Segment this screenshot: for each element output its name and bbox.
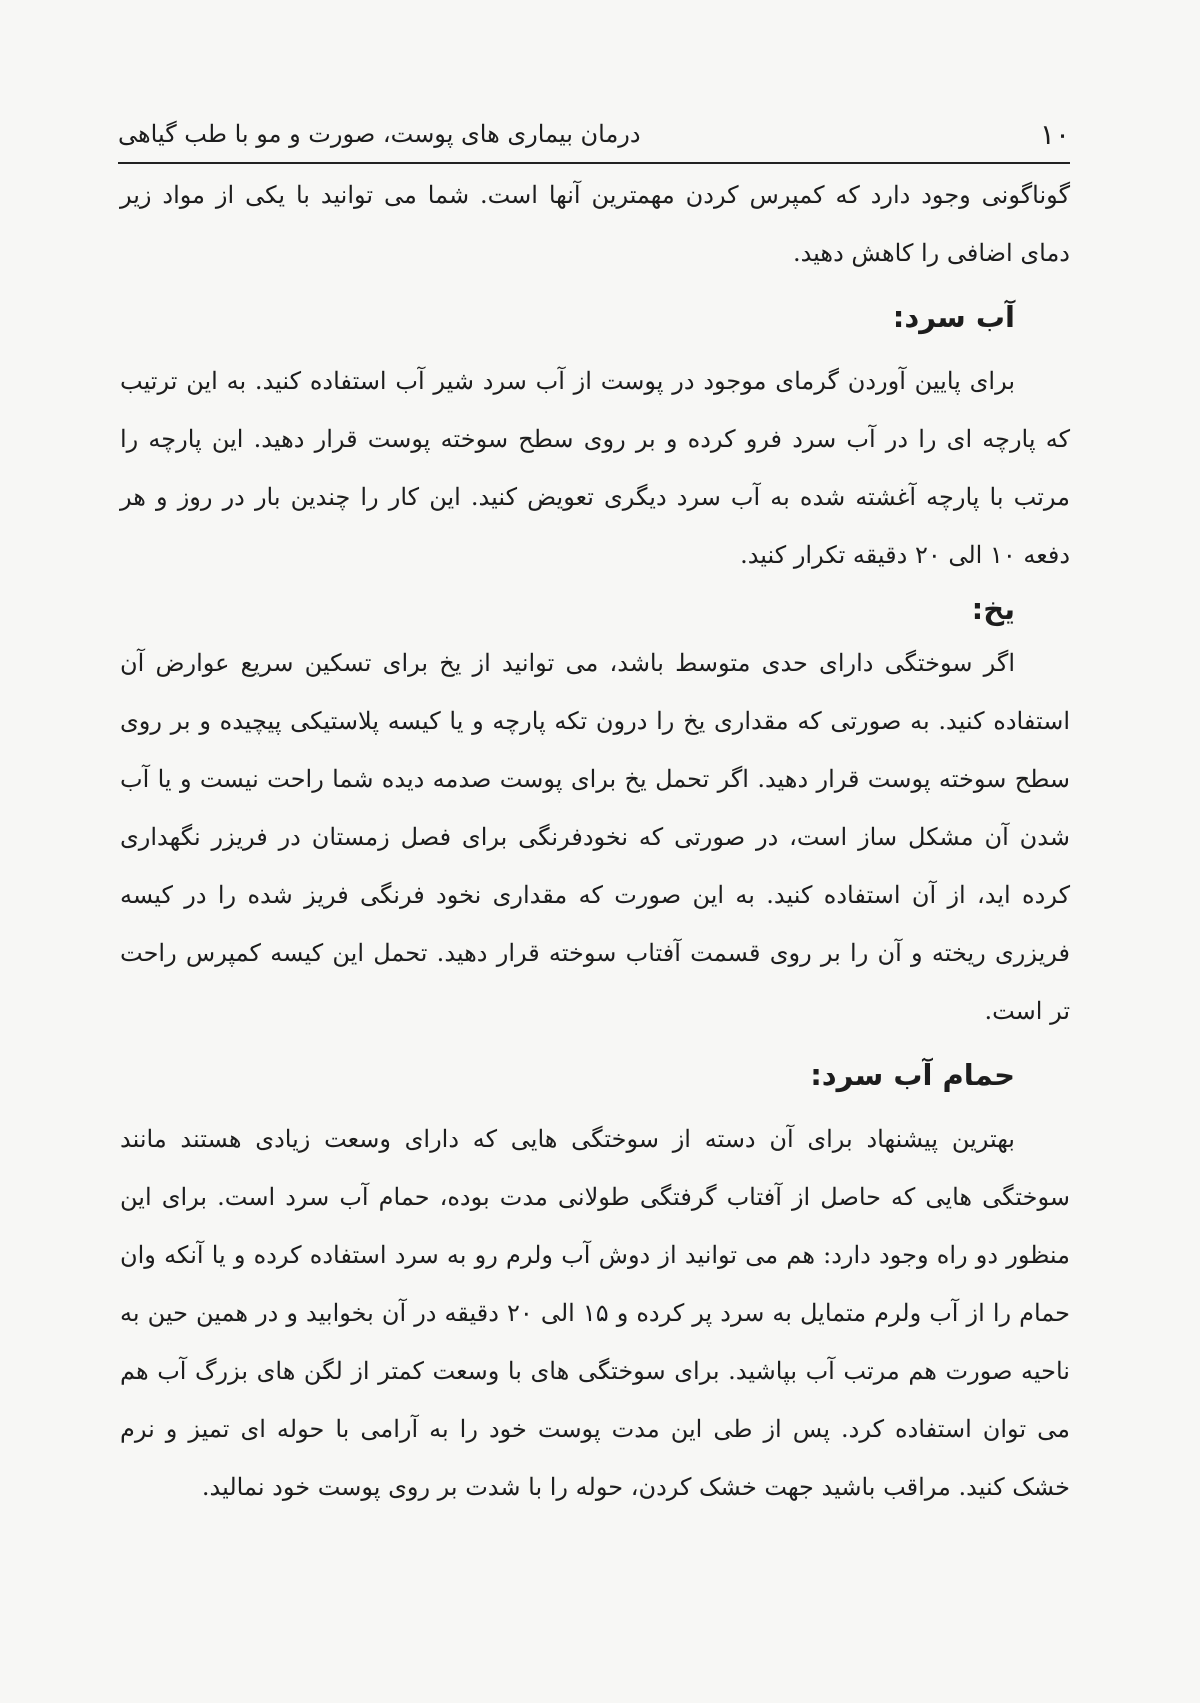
running-title: درمان بیماری های پوست، صورت و مو با طب گیاهی [118, 120, 641, 148]
section-paragraph-cold-water: برای پایین آوردن گرمای موجود در پوست از آب سرد شیر آب استفاده کنید. به این ترتیب که پارچه ای را در آب سرد فرو کرده و بر روی سطح سوخته پوست قرار دهید. این پارچه را مرتب با پارچه آغشته شده به آب سرد دیگری تعویض کنید. این کار را چندین بار در روز و هر دفعه ۱۰ الی ۲۰ دقیقه تکرار کنید. [120, 367, 1071, 569]
page-header [118, 112, 1070, 164]
section-heading-cold-water: آب سرد: [892, 300, 1015, 334]
section-heading-cold-bath: حمام آب سرد: [810, 1058, 1015, 1092]
section-heading-ice: یخ: [971, 592, 1015, 626]
page-number: ۱۰ [1039, 118, 1070, 151]
page-body [120, 166, 1070, 1516]
section-paragraph-cold-bath: بهترین پیشنهاد برای آن دسته از سوختگی هایی که دارای وسعت زیادی هستند مانند سوختگی هایی که حاصل از آفتاب گرفتگی طولانی مدت بوده، حمام آب سرد است. برای این منظور دو راه وجود دارد: هم می توانید از دوش آب ولرم رو به سرد استفاده کرده و یا آنکه وان حمام را از آب ولرم متمایل به سرد پر کرده و ۱۵ الی ۲۰ دقیقه در آن بخوابید و در همین حین به ناحیه صورت هم مرتب آب بپاشید. برای سوختگی های با وسعت کمتر از لگن های بزرگ آب هم می توان استفاده کرد. پس از طی این مدت پوست خود را به آرامی با حوله ای تمیز و نرم خشک کنید. مراقب باشید جهت خشک کردن، حوله را با شدت بر روی پوست خود نمالید. [120, 1125, 1071, 1501]
intro-paragraph: گوناگونی وجود دارد که کمپرس کردن مهمترین آنها است. شما می توانید با یکی از مواد زیر دمای اضافی را کاهش دهید. [120, 181, 1070, 267]
section-paragraph-ice: اگر سوختگی دارای حدی متوسط باشد، می توانید از یخ برای تسکین سریع عوارض آن استفاده کنید. به صورتی که مقداری یخ را درون تکه پارچه و یا کیسه پلاستیکی پیچیده و بر روی سطح سوخته پوست قرار دهید. اگر تحمل یخ برای پوست صدمه دیده شما راحت نیست و یا آب شدن آن مشکل ساز است، در صورتی که نخودفرنگی برای فصل زمستان در فریزر نگهداری کرده اید، از آن استفاده کنید. به این صورت که مقداری نخود فرنگی فریز شده را در کیسه فریزری ریخته و آن را بر روی قسمت آفتاب سوخته قرار دهید. تحمل این کیسه کمپرس راحت تر است. [120, 649, 1070, 1025]
